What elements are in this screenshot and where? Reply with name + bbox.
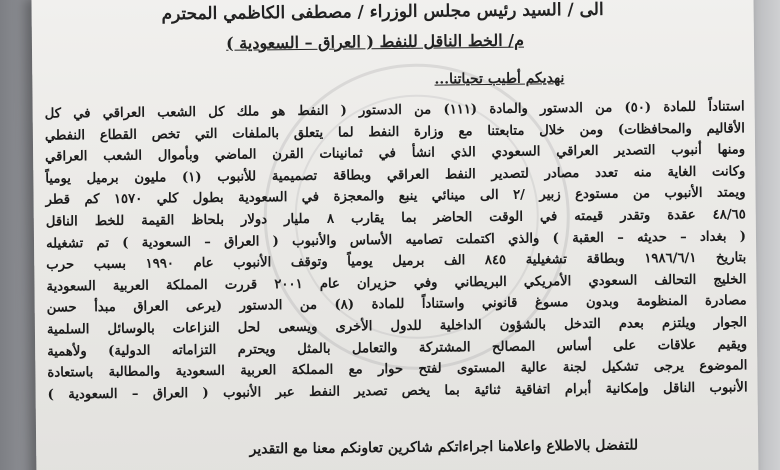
body-line: الجوار ويلتزم بعدم التدخل بالشؤون الداخلية للدول الأخرى ويسعى لحل النزاعات بالوسائل السلمية [46, 315, 747, 338]
body-line: الأقاليم والمحافظات) ومن خلال متابعتنا مع وزارة النفط لما يتعلق بالملفات التي تخص القطاع النفطي [44, 120, 745, 144]
body-line: بتاريخ ١٩٨٦/٦/١ وبطاقة تشغيلية ٨٤٥ الف برميل يومياً وتوقف الأنبوب عام ١٩٩٠ بسبب حرب [46, 250, 747, 273]
body-line: الأنبوب الناقل وإمكانية أبرام اتفاقية ثنائية بما يخص تصدير النفط عبر الأنبوب ( العراق – السعودية ) [47, 380, 748, 403]
body-line: ( بغداد – حديثه – العقبة ) والذي اكتملت تصاميه الأساس والأنبوب ( العراق – السعودية ) تم تشغيله [45, 228, 747, 252]
body-line: ٤٨/٦٥ عقدة وتقدر قيمته في الوقت الحاضر بما يقارب ٨ مليار دولار بلحاظ القيمة للخط الناقل [45, 207, 746, 230]
body-line: ومنها أنبوب التصدير العراقي السعودي الذي انشأ في ثمانينات القرن الماضي وبأموال الشعب العراقي [45, 142, 746, 165]
letter-page [31, 0, 758, 470]
body-line: ويقيم علاقات على أساس المصالح المشتركة والتعامل بالمثل ويحترم التزاماته الدولية) ولأهمية [47, 336, 748, 360]
body-line: ويمتد الأنبوب من مستودع زبير /٢ الى مينائي ينبع والمعجزة في السعودية بطول كلي ١٥٧٠ كم قطر [45, 185, 746, 209]
letter-body [45, 96, 748, 406]
body-line: وكانت الغاية منه تعدد مصادر لتصدير النفط العراقي وبطاقة تصميمية للأنبوب (١) مليون برميل يومياً [45, 164, 746, 187]
body-line: مصادرة المنظومة وبدون مسوغ قانوني واستناداً للمادة (٨) من الدستور (يرعى العراق مبدأ حسن [46, 293, 747, 316]
subject-line: م/ الخط الناقل للنفط ( العراق – السعودية ) [226, 30, 525, 53]
closing-line: للتفضل بالاطلاع واعلامنا اجراءاتكم شاكرين تعاونكم معنا مع التقدير [249, 437, 639, 458]
body-line: الموضوع يرجى تشكيل لجنة عالية المستوى لفتح حوار مع المملكة العربية السعودية والمطالبة باستعادة [47, 358, 748, 381]
body-line: استناداً للمادة (٥٠) من الدستور والمادة (١١١) من الدستور ( النفط هو ملك كل الشعب العراقي في كل [44, 99, 745, 122]
addressee-heading: الى / السيد رئيس مجلس الوزراء / مصطفى الكاظمي المحترم [161, 0, 604, 25]
greeting: نهديكم أطيب تحياتنا... [434, 70, 565, 88]
body-line: الخليج التحالف السعودي الأمريكي البريطاني وفي حزيران عام ٢٠٠١ قررت المملكة العربية السعودية [46, 272, 747, 295]
